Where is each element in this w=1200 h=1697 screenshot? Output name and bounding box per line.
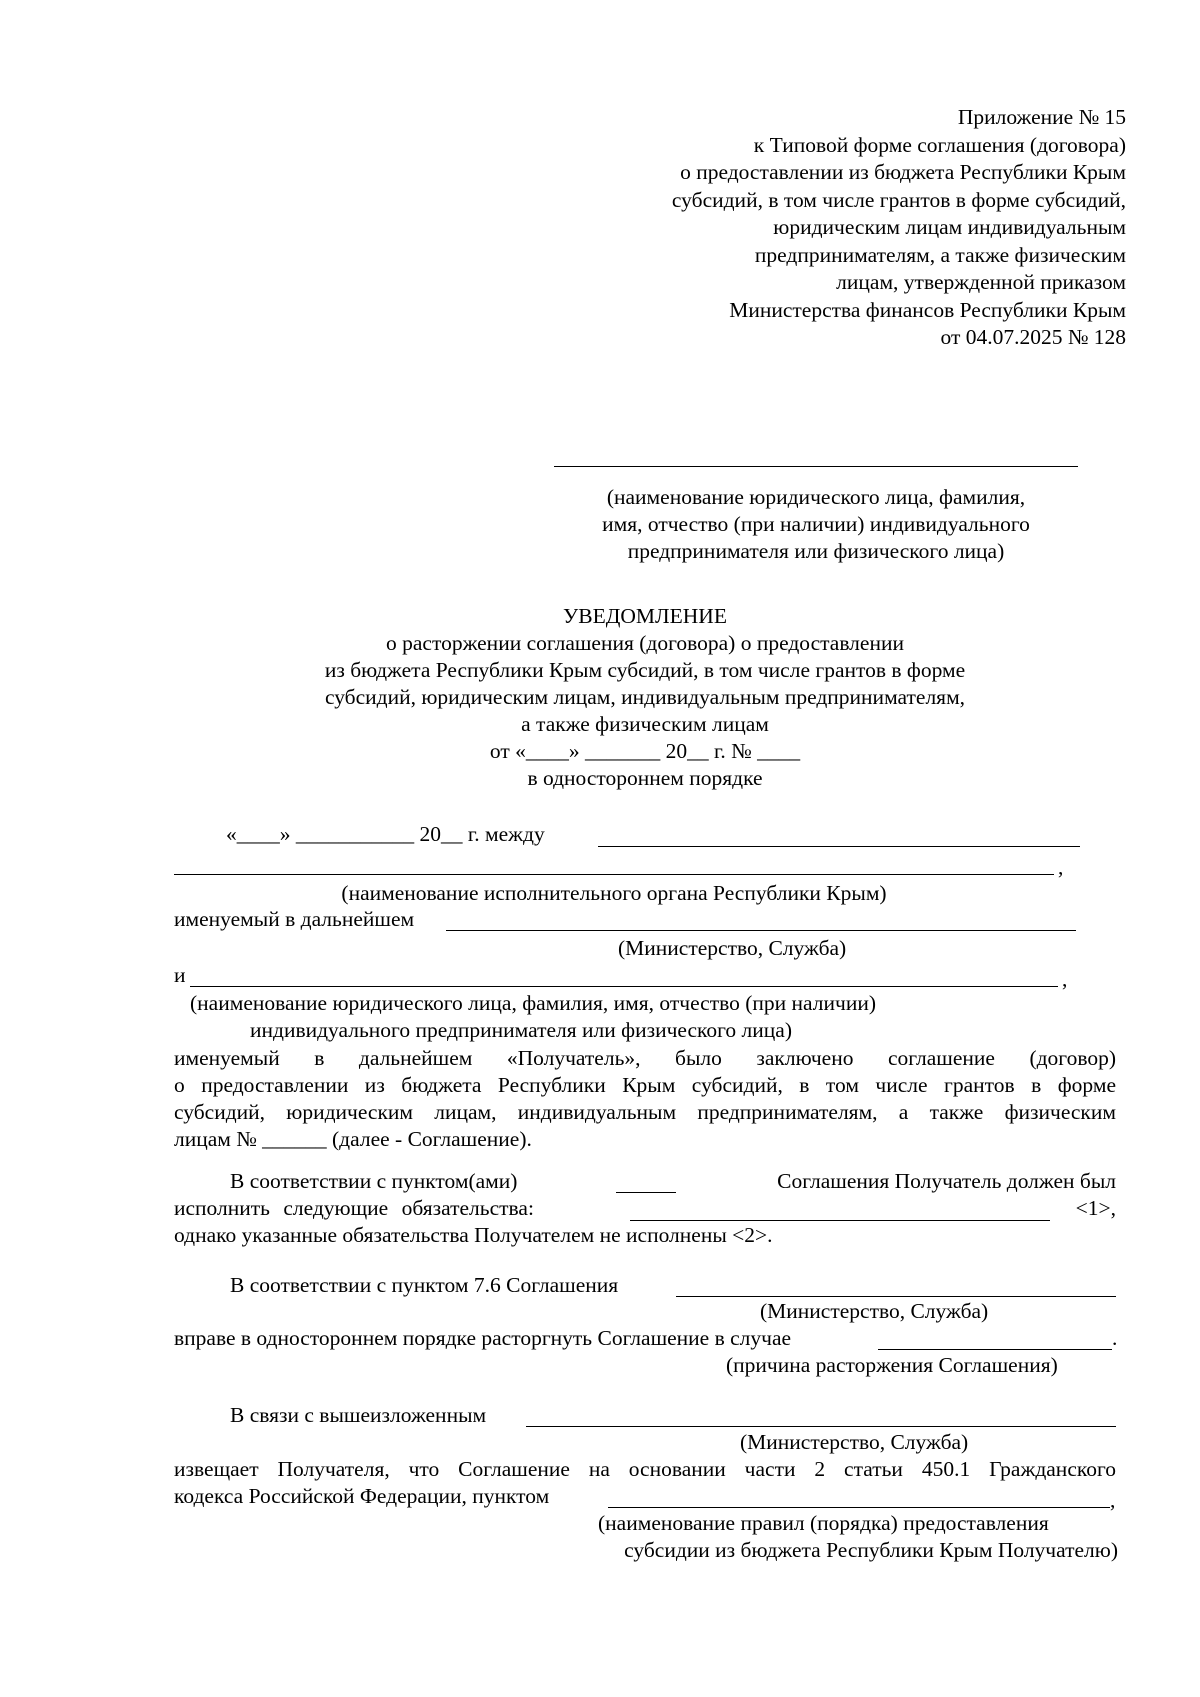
paragraph2-text: Соглашения Получатель должен был — [777, 1169, 1116, 1193]
paragraph2-text: В соответствии с пунктом(ами) — [230, 1169, 518, 1193]
notice-heading: УВЕДОМЛЕНИЕ — [563, 604, 727, 628]
authority-caption: (наименование исполнительного органа Республики Крым) — [341, 881, 887, 905]
reason-blank — [878, 1349, 1112, 1350]
authority-blank — [174, 874, 1054, 875]
paragraph2-text: исполнить следующие обязательства: — [174, 1196, 534, 1220]
paragraph3-text: В соответствии с пунктом 7.6 Соглашения — [230, 1273, 619, 1297]
paragraph1-line: субсидий, юридическим лицам, индивидуальным предпринимателям, а также физическим — [174, 1100, 1116, 1124]
paragraph4-text: кодекса Российской Федерации, пунктом — [174, 1484, 550, 1508]
ministry-blank — [526, 1426, 1116, 1427]
addressee-blank — [554, 466, 1078, 467]
between-blank — [598, 846, 1080, 847]
rules-caption-2: субсидии из бюджета Республики Крым Получателю) — [624, 1538, 1118, 1562]
addressee-caption-2: имя, отчество (при наличии) индивидуального — [602, 512, 1030, 536]
addressee-caption-1: (наименование юридического лица, фамилия, — [606, 485, 1026, 509]
ministry-blank — [676, 1296, 1116, 1297]
appendix-line: субсидий, в том числе грантов в форме субсидий, — [671, 187, 1126, 212]
appendix-header — [672, 104, 1126, 352]
appendix-line: предпринимателям, а также физическим — [754, 242, 1126, 267]
comma: , — [1110, 1488, 1116, 1512]
appendix-line: Приложение № 15 — [957, 105, 1126, 129]
paragraph1-line: о предоставлении из бюджета Республики Крым субсидий, в том числе грантов в форме — [174, 1073, 1116, 1097]
appendix-line: к Типовой форме соглашения (договора) — [753, 132, 1126, 157]
named-blank — [446, 930, 1076, 931]
appendix-line: Министерства финансов Республики Крым — [729, 297, 1126, 322]
appendix-line: лицам, утвержденной приказом — [836, 270, 1126, 294]
paragraph4-text: извещает Получателя, что Соглашение на основании части 2 статьи 450.1 Гражданского — [174, 1457, 1116, 1481]
paragraph1-last: лицам № ______ (далее - Соглашение). — [174, 1127, 532, 1151]
notice-title-line: из бюджета Республики Крым субсидий, в том числе грантов в форме — [324, 658, 966, 682]
notice-order-line: в одностороннем порядке — [527, 766, 763, 790]
agreement-date-text: «____» ___________ 20__ г. между — [226, 822, 545, 846]
appendix-line: от 04.07.2025 № 128 — [940, 325, 1126, 349]
paragraph2-text: однако указанные обязательства Получателем не исполнены <2>. — [174, 1223, 773, 1247]
reason-caption: (причина расторжения Соглашения) — [726, 1353, 1058, 1377]
ministry-caption: (Министерство, Служба) — [740, 1430, 969, 1454]
rules-caption-1: (наименование правил (порядка) предоставления — [598, 1511, 1049, 1535]
appendix-line: о предоставлении из бюджета Республики Крым — [680, 160, 1126, 184]
comma: , — [1062, 967, 1068, 991]
appendix-line: юридическим лицам индивидуальным — [773, 215, 1126, 239]
paragraph3-text: вправе в одностороннем порядке расторгнуть Соглашение в случае — [174, 1326, 792, 1350]
rules-blank — [608, 1507, 1110, 1508]
ministry-caption: (Министерство, Служба) — [618, 936, 847, 960]
obligations-blank — [630, 1220, 1050, 1221]
paragraph4-text: В связи с вышеизложенным — [230, 1403, 487, 1427]
recipient-caption-1: (наименование юридического лица, фамилия, имя, отчество (при наличии) — [190, 991, 876, 1015]
notice-date-line: от «____» _______ 20__ г. № ____ — [489, 739, 801, 763]
footnote-ref: <1>, — [1075, 1196, 1116, 1220]
named-label: именуемый в дальнейшем — [174, 907, 415, 931]
ministry-caption: (Министерство, Служба) — [760, 1299, 989, 1323]
period: . — [1112, 1326, 1118, 1350]
notice-title-line: о расторжении соглашения (договора) о предоставлении — [386, 631, 904, 655]
notice-title-line: субсидий, юридическим лицам, индивидуальным предпринимателям, — [324, 685, 966, 709]
notice-title-line: а также физическим лицам — [521, 712, 769, 736]
paragraph1-line: именуемый в дальнейшем «Получатель», было заключено соглашение (договор) — [174, 1046, 1116, 1070]
comma: , — [1058, 855, 1064, 879]
recipient-caption-2: индивидуального предпринимателя или физического лица) — [250, 1018, 792, 1042]
clause-blank — [616, 1192, 676, 1193]
addressee-caption-3: предпринимателя или физического лица) — [627, 539, 1005, 563]
recipient-blank — [190, 986, 1058, 987]
and-label: и — [174, 963, 186, 987]
